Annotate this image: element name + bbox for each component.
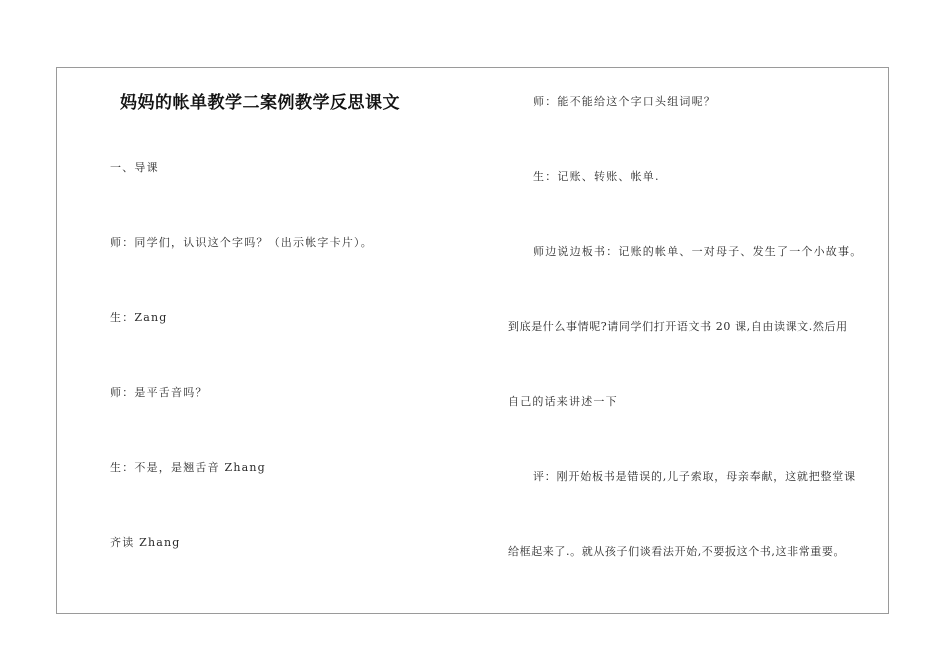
right-line-teacher-question: 师：能不能给这个字口头组词呢？ bbox=[533, 95, 716, 108]
left-line-read-together: 齐读 Zhang bbox=[110, 536, 181, 549]
right-line-comment: 评：刚开始板书是错误的,儿子索取，母亲奉献，这就把整堂课 bbox=[533, 470, 856, 483]
left-line-teacher-question: 师：同学们，认识这个字吗？（出示帐字卡片）。 bbox=[110, 236, 373, 249]
document-title: 妈妈的帐单教学二案例教学反思课文 bbox=[120, 93, 400, 113]
left-line-section-heading: 一、导课 bbox=[110, 161, 159, 174]
right-line-board-writing: 师边说边板书：记账的帐单、一对母子、发生了一个小故事。 bbox=[533, 245, 863, 258]
left-line-student-correction: 生：不是，是翘舌音 Zhang bbox=[110, 461, 266, 474]
left-line-student-answer: 生：Zang bbox=[110, 311, 168, 324]
right-line-student-words: 生：记账、转账、帐单. bbox=[533, 170, 660, 183]
right-line-retell: 自己的话来讲述一下 bbox=[508, 395, 618, 408]
right-line-comment-continued: 给框起来了.。就从孩子们谈看法开始,不要扳这个书,这非常重要。 bbox=[508, 545, 846, 558]
page-border bbox=[56, 67, 889, 614]
left-line-teacher-followup: 师：是平舌音吗？ bbox=[110, 386, 208, 399]
right-line-story-question: 到底是什么事情呢?请同学们打开语文书 20 课,自由读课文.然后用 bbox=[508, 320, 848, 333]
